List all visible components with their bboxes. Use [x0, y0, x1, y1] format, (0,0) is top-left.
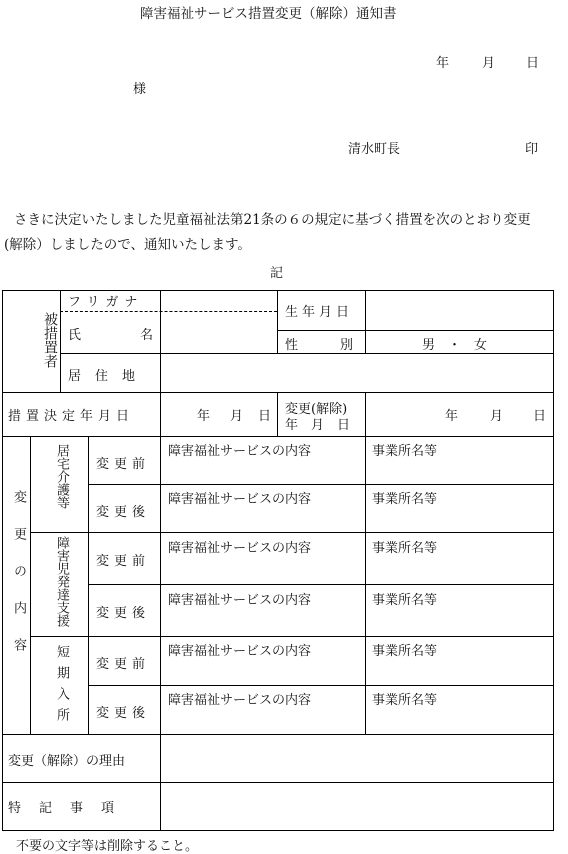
ki-heading: 記	[270, 266, 284, 281]
sex-options: 男 ・ 女	[422, 338, 488, 353]
page-title: 障害福祉サービス措置変更（解除）通知書	[140, 6, 397, 22]
service-label: 障害福祉サービスの内容	[168, 593, 312, 608]
seal-mark: 印	[525, 142, 539, 157]
decision-month: 月	[230, 409, 244, 424]
service-label: 障害福祉サービスの内容	[168, 541, 312, 556]
name-label-left: 氏	[68, 328, 82, 343]
phase-label: 変更後	[96, 706, 151, 721]
name-label-right: 名	[140, 328, 154, 343]
phase-label: 変更前	[96, 657, 151, 672]
furigana-label: フリガナ	[68, 295, 144, 310]
service-label: 障害福祉サービスの内容	[168, 444, 312, 459]
date-day: 日	[526, 56, 540, 71]
group-label-short-stay: 短期入所	[54, 645, 69, 729]
body-line-2: (解除）しましたので、通知いたします。	[4, 237, 251, 253]
service-label: 障害福祉サービスの内容	[168, 492, 312, 507]
special-notes-label: 特記事項	[8, 801, 133, 816]
service-label: 障害福祉サービスの内容	[168, 644, 312, 659]
address-label: 居住地	[68, 369, 150, 384]
service-label: 障害福祉サービスの内容	[168, 693, 312, 708]
sender-name: 清水町長	[348, 142, 401, 157]
birthdate-label: 生年月日	[285, 305, 354, 320]
reason-label: 変更（解除）の理由	[8, 754, 126, 769]
body-line-1: さきに決定いたしました児童福祉法第21条の６の規定に基づく措置を次のとおり変更	[14, 212, 531, 228]
change-month: 月	[490, 409, 504, 424]
phase-label: 変更後	[96, 505, 151, 520]
date-month: 月	[482, 56, 496, 71]
phase-label: 変更前	[96, 554, 151, 569]
office-label: 事業所名等	[372, 593, 438, 608]
sex-label-left: 性	[285, 338, 299, 353]
office-label: 事業所名等	[372, 541, 438, 556]
office-label: 事業所名等	[372, 693, 438, 708]
sex-label-right: 別	[340, 338, 354, 353]
change-year: 年	[445, 409, 459, 424]
decision-day: 日	[258, 409, 272, 424]
group-label-child-dev: 障害児発達支援	[54, 536, 69, 627]
office-label: 事業所名等	[372, 644, 438, 659]
change-date-label-2: 年 月 日	[285, 418, 351, 433]
decision-date-label: 措置決定年月日	[8, 409, 135, 424]
phase-label: 変更後	[96, 606, 151, 621]
phase-label: 変更前	[96, 457, 151, 472]
person-label-text: 被措置者	[42, 312, 58, 368]
change-day: 日	[533, 409, 547, 424]
footer-note: 不要の文字等は削除すること。	[16, 839, 199, 854]
change-content-label: 変更の内容	[11, 490, 26, 675]
change-date-label-1: 変更(解除)	[285, 402, 348, 417]
office-label: 事業所名等	[372, 492, 438, 507]
date-year: 年	[436, 56, 450, 71]
office-label: 事業所名等	[372, 444, 438, 459]
recipient-suffix: 様	[133, 82, 147, 97]
group-label-home-care: 居宅介護等	[54, 444, 69, 509]
decision-year: 年	[197, 409, 211, 424]
